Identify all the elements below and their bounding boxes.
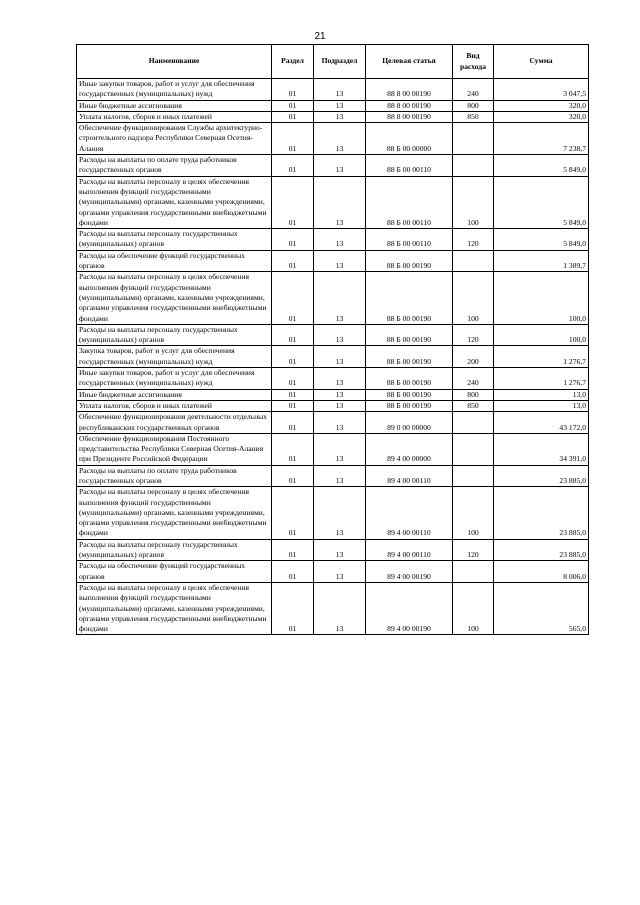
cell-podrazdel: 13 (314, 176, 366, 228)
cell-razdel: 01 (272, 100, 314, 111)
cell-podrazdel: 13 (314, 400, 366, 411)
cell-vid: 850 (453, 400, 494, 411)
cell-podrazdel: 13 (314, 389, 366, 400)
table-row (77, 582, 589, 634)
table-row (77, 250, 589, 272)
cell-podrazdel: 13 (314, 346, 366, 368)
header-statya: Целевая статья (366, 45, 453, 79)
cell-name: Расходы на выплаты персоналу государственных (муниципальных) органов (77, 324, 272, 346)
cell-summa: 320,0 (494, 111, 589, 122)
table-row (77, 561, 589, 583)
cell-statya: 89 4 00 00190 (366, 561, 453, 583)
cell-razdel: 01 (272, 272, 314, 324)
table-header-row (77, 45, 589, 79)
table-row (77, 346, 589, 368)
cell-statya: 89 4 00 00190 (366, 582, 453, 634)
cell-statya: 88 Б 00 00190 (366, 389, 453, 400)
cell-razdel: 01 (272, 400, 314, 411)
cell-podrazdel: 13 (314, 272, 366, 324)
cell-statya: 89 4 00 00000 (366, 433, 453, 465)
cell-statya: 88 Б 00 00190 (366, 324, 453, 346)
cell-name: Расходы на обеспечение функций государственных органов (77, 561, 272, 583)
cell-name: Иные закупки товаров, работ и услуг для обеспечения государственных (муниципальных) нужд (77, 368, 272, 390)
cell-razdel: 01 (272, 79, 314, 101)
cell-podrazdel: 13 (314, 155, 366, 177)
header-name: Наименование (77, 45, 272, 79)
cell-podrazdel: 13 (314, 324, 366, 346)
table-row (77, 539, 589, 561)
cell-name: Уплата налогов, сборов и иных платежей (77, 111, 272, 122)
cell-podrazdel: 13 (314, 465, 366, 487)
table-row (77, 324, 589, 346)
cell-razdel: 01 (272, 539, 314, 561)
cell-name: Закупка товаров, работ и услуг для обеспечения государственных (муниципальных) нужд (77, 346, 272, 368)
table-row (77, 487, 589, 539)
cell-statya: 88 Б 00 00190 (366, 272, 453, 324)
cell-razdel: 01 (272, 487, 314, 539)
table-row (77, 123, 589, 155)
cell-name: Расходы на выплаты по оплате труда работников государственных органов (77, 465, 272, 487)
cell-name: Обеспечение функционирования Постоянного представительства Республики Северная Осетия-Алания при Президенте Российской Федерации (77, 433, 272, 465)
cell-summa: 3 047,5 (494, 79, 589, 101)
cell-podrazdel: 13 (314, 250, 366, 272)
cell-razdel: 01 (272, 561, 314, 583)
cell-vid (453, 123, 494, 155)
page-number: 21 (314, 31, 326, 42)
cell-podrazdel: 13 (314, 100, 366, 111)
cell-summa: 7 238,7 (494, 123, 589, 155)
cell-summa: 5 849,0 (494, 229, 589, 251)
cell-podrazdel: 13 (314, 582, 366, 634)
cell-name: Расходы на выплаты персоналу в целях обеспечения выполнения функций государственными (муниципальными) органами, казенными учреждениями, органами управления государственными внебюджетными фондами (77, 582, 272, 634)
budget-table (76, 44, 589, 635)
header-podrazdel: Подраздел (314, 45, 366, 79)
cell-summa: 1 276,7 (494, 346, 589, 368)
cell-podrazdel: 13 (314, 368, 366, 390)
cell-podrazdel: 13 (314, 561, 366, 583)
cell-vid: 120 (453, 539, 494, 561)
cell-vid: 120 (453, 324, 494, 346)
cell-vid: 800 (453, 100, 494, 111)
cell-summa: 13,0 (494, 400, 589, 411)
cell-razdel: 01 (272, 368, 314, 390)
cell-razdel: 01 (272, 582, 314, 634)
cell-statya: 88 Б 00 00190 (366, 250, 453, 272)
cell-summa: 100,0 (494, 324, 589, 346)
cell-vid: 850 (453, 111, 494, 122)
cell-statya: 88 Б 00 00000 (366, 123, 453, 155)
cell-podrazdel: 13 (314, 539, 366, 561)
table-row (77, 100, 589, 111)
cell-summa: 5 849,0 (494, 176, 589, 228)
cell-podrazdel: 13 (314, 433, 366, 465)
cell-vid (453, 412, 494, 434)
cell-name: Расходы на выплаты персоналу государственных (муниципальных) органов (77, 539, 272, 561)
cell-name: Расходы на выплаты персоналу в целях обеспечения выполнения функций государственными (муниципальными) органами, казенными учреждениями, органами управления государственными внебюджетными фондами (77, 176, 272, 228)
cell-podrazdel: 13 (314, 79, 366, 101)
cell-razdel: 01 (272, 389, 314, 400)
cell-razdel: 01 (272, 176, 314, 228)
table-row (77, 465, 589, 487)
cell-vid: 100 (453, 272, 494, 324)
cell-statya: 88 Б 00 00190 (366, 368, 453, 390)
cell-statya: 88 8 00 00190 (366, 79, 453, 101)
cell-name: Иные бюджетные ассигнования (77, 389, 272, 400)
cell-name: Расходы на выплаты персоналу в целях обеспечения выполнения функций государственными (муниципальными) органами, казенными учреждениями, органами управления государственными внебюджетными фондами (77, 272, 272, 324)
cell-vid: 240 (453, 368, 494, 390)
cell-summa: 23 885,0 (494, 539, 589, 561)
cell-summa: 34 391,0 (494, 433, 589, 465)
table-row (77, 176, 589, 228)
cell-podrazdel: 13 (314, 487, 366, 539)
cell-vid: 100 (453, 487, 494, 539)
table-row (77, 368, 589, 390)
cell-statya: 88 Б 00 00110 (366, 229, 453, 251)
cell-vid: 100 (453, 176, 494, 228)
cell-razdel: 01 (272, 250, 314, 272)
header-vid: Вид расхода (453, 45, 494, 79)
cell-summa: 320,0 (494, 100, 589, 111)
cell-statya: 88 Б 00 00190 (366, 400, 453, 411)
cell-statya: 89 4 00 00110 (366, 487, 453, 539)
cell-summa: 23 885,0 (494, 465, 589, 487)
table-row (77, 433, 589, 465)
cell-vid: 800 (453, 389, 494, 400)
cell-statya: 88 8 00 00190 (366, 111, 453, 122)
cell-razdel: 01 (272, 412, 314, 434)
cell-name: Иные бюджетные ассигнования (77, 100, 272, 111)
table-row (77, 389, 589, 400)
cell-name: Иные закупки товаров, работ и услуг для обеспечения государственных (муниципальных) нужд (77, 79, 272, 101)
cell-name: Расходы на выплаты персоналу государственных (муниципальных) органов (77, 229, 272, 251)
cell-summa: 1 389,7 (494, 250, 589, 272)
cell-vid (453, 465, 494, 487)
cell-statya: 88 Б 00 00110 (366, 155, 453, 177)
cell-statya: 89 4 00 00110 (366, 465, 453, 487)
table-body (77, 79, 589, 635)
table-row (77, 111, 589, 122)
cell-razdel: 01 (272, 111, 314, 122)
table-row (77, 412, 589, 434)
cell-name: Обеспечение функционирования деятельности отдельных республиканских государственных органов (77, 412, 272, 434)
cell-razdel: 01 (272, 465, 314, 487)
cell-name: Расходы на обеспечение функций государственных органов (77, 250, 272, 272)
cell-statya: 88 Б 00 00110 (366, 176, 453, 228)
cell-podrazdel: 13 (314, 412, 366, 434)
cell-razdel: 01 (272, 433, 314, 465)
cell-razdel: 01 (272, 123, 314, 155)
table-row (77, 229, 589, 251)
cell-summa: 43 172,0 (494, 412, 589, 434)
cell-name: Расходы на выплаты персоналу в целях обеспечения выполнения функций государственными (муниципальными) органами, казенными учреждениями, органами управления государственными внебюджетными фондами (77, 487, 272, 539)
cell-summa: 1 276,7 (494, 368, 589, 390)
cell-summa: 23 885,0 (494, 487, 589, 539)
cell-statya: 88 Б 00 00190 (366, 346, 453, 368)
cell-razdel: 01 (272, 229, 314, 251)
cell-summa: 565,0 (494, 582, 589, 634)
cell-vid (453, 433, 494, 465)
table-row (77, 400, 589, 411)
cell-summa: 5 849,0 (494, 155, 589, 177)
cell-vid: 200 (453, 346, 494, 368)
cell-name: Расходы на выплаты по оплате труда работников государственных органов (77, 155, 272, 177)
cell-vid (453, 561, 494, 583)
header-razdel: Раздел (272, 45, 314, 79)
cell-podrazdel: 13 (314, 111, 366, 122)
cell-razdel: 01 (272, 346, 314, 368)
cell-summa: 100,0 (494, 272, 589, 324)
table-row (77, 79, 589, 101)
cell-name: Обеспечение функционирования Службы архитектурно-строительного надзора Республики Северная Осетия-Алания (77, 123, 272, 155)
header-summa: Сумма (494, 45, 589, 79)
cell-statya: 89 4 00 00110 (366, 539, 453, 561)
cell-name: Уплата налогов, сборов и иных платежей (77, 400, 272, 411)
cell-vid (453, 155, 494, 177)
cell-statya: 88 8 00 00190 (366, 100, 453, 111)
cell-razdel: 01 (272, 324, 314, 346)
cell-vid (453, 250, 494, 272)
cell-razdel: 01 (272, 155, 314, 177)
cell-summa: 13,0 (494, 389, 589, 400)
cell-summa: 8 006,0 (494, 561, 589, 583)
cell-vid: 100 (453, 582, 494, 634)
cell-podrazdel: 13 (314, 123, 366, 155)
cell-vid: 240 (453, 79, 494, 101)
cell-vid: 120 (453, 229, 494, 251)
table-row (77, 272, 589, 324)
table-row (77, 155, 589, 177)
cell-podrazdel: 13 (314, 229, 366, 251)
cell-statya: 89 0 00 00000 (366, 412, 453, 434)
